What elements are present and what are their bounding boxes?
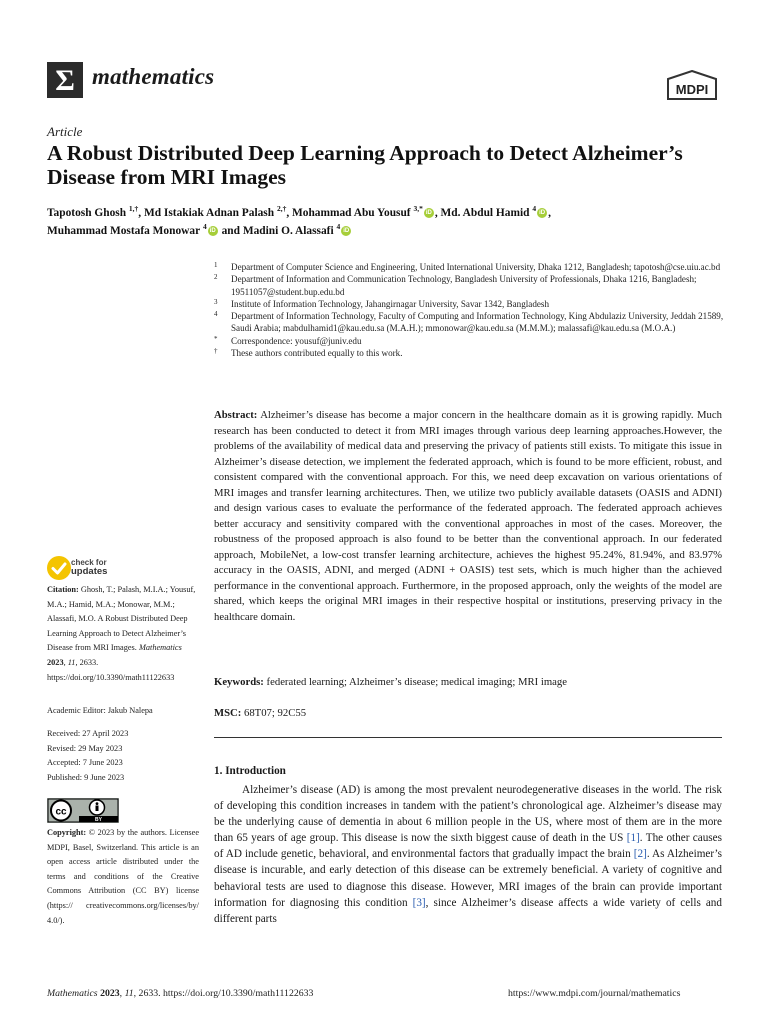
msc-codes [214, 706, 722, 721]
author-name: Tapotosh Ghosh [47, 207, 127, 219]
copyright-notice [47, 826, 199, 928]
citation-year: 2023 [47, 657, 64, 667]
revised-date: Revised: 29 May 2023 [47, 743, 123, 753]
check-updates-text [71, 558, 107, 576]
cc-by-license-icon[interactable] [47, 798, 119, 823]
received-date: Received: 27 April 2023 [47, 729, 129, 738]
check-for-updates-badge[interactable] [47, 556, 157, 582]
equal-contribution-text: These authors contributed equally to this work. [231, 348, 403, 359]
intro-text: . The other causes of AD include genetic, behavioral, and environmental factors that gradually impact the brain [214, 832, 722, 861]
citation-doi[interactable]: , 2633. https://doi.org/10.3390/math11122633 [47, 657, 175, 682]
affiliation-text: Department of Information and Communication Technology, Bangladesh University of Professionals, Dhaka 1216, Bangladesh; 19511057@student.bup.edu.bd [231, 274, 697, 297]
msc-label: MSC: [214, 707, 242, 719]
article-type: Article [47, 124, 83, 139]
keywords [214, 675, 722, 690]
orcid-icon[interactable]: iD [425, 210, 432, 217]
affiliation-text: Department of Computer Science and Engineering, United International University, Dhaka 1212, Bangladesh; tapotosh@cse.uiu.ac.bd [231, 262, 721, 272]
page-title: A Robust Distributed Deep Learning Approach to Detect Alzheimer’s Disease from MRI Images [47, 141, 683, 189]
affiliation-text: Institute of Information Technology, Jahangirnagar University, Savar 1342, Bangladesh [231, 298, 549, 309]
affiliation-text: Department of Information Technology, Faculty of Computing and Information Technology, King Abdulaziz University, Jeddah 21589, Saudi Arabia; mabdulhamid1@kau.edu.sa (M.A.H.); mmonowar@kau.edu.sa (M.M.M.); malassafi@kau.edu.sa (M.O.A.) [231, 311, 724, 334]
mdpi-logo-text: MDPI [675, 82, 709, 97]
footer-doi[interactable]: , 2633. https://doi.org/10.3390/math11122633 [133, 988, 314, 999]
section-divider [214, 737, 722, 738]
citation-link[interactable]: [2] [633, 848, 647, 861]
svg-text:cc: cc [55, 806, 67, 818]
footer-journal-url[interactable]: https://www.mdpi.com/journal/mathematics [508, 988, 681, 999]
keywords-label: Keywords: [214, 676, 264, 688]
affiliations [214, 261, 724, 359]
orcid-icon[interactable]: iD [539, 210, 546, 217]
abstract-label: Abstract: [214, 409, 258, 421]
abstract [214, 408, 722, 625]
affiliation-mark: 2 [214, 273, 218, 282]
orcid-icon[interactable]: iD [343, 228, 350, 235]
accepted-date: Accepted: 7 June 2023 [47, 758, 123, 768]
check-updates-line2: updates [71, 566, 108, 577]
citation-label: Citation: [47, 585, 79, 594]
author-name: Muhammad Mostafa Monowar [47, 225, 201, 237]
footer-year: 2023 [100, 988, 120, 999]
affiliation-mark: † [214, 347, 218, 356]
journal-logo [47, 62, 83, 98]
affiliation-mark: 4 [214, 310, 218, 319]
citation-journal: Mathematics [138, 643, 182, 653]
author-affiliation-sup: 4 [532, 204, 537, 214]
affiliation-mark: 3 [214, 297, 218, 306]
abstract-text: Alzheimer’s disease has become a major concern in the healthcare domain as it is growing rapidly. Much research has been conducted to detect it from MRI images through various deep learning approaches.However, the problems of the availability of medical data and preserving the privacy of patients still exists. To mitigate this issue in Alzheimer’s disease detection, we implement the federated approach, which is found to be more efficient, robust, and consistent compared with the conventional approach. For this, we need deep excavation on various orientations of MRI images and transfer learning architectures. Then, we utilize two publicly available datasets (OASIS and ADNI) and design various cases to evaluate the performance of the federated approach. The federated approach achieves better accuracy and sensitivity compared with the conventional approaches in most of the cases. Moreover, the robustness of the proposed approach is also found to be better than the conventional approach. In our federated approach, MobileNet, a low-cost transfer learning architecture, achieves the highest 95.24%, 81.94%, and 83.97% accuracy in the OASIS, ADNI, and merged (ADNI + OASIS) test sets, which is much higher than the achieved performance in the conventional approach. Furthermore, in the proposed approach, only the weights of the model are shared, which keeps the original MRI images in their respective hospital or institutions, preserving privacy in the healthcare domain. [214, 409, 722, 623]
author-affiliation-sup: 4 [203, 222, 207, 232]
correspondence-text: Correspondence: yousuf@juniv.edu [231, 335, 362, 346]
intro-text: . As Alzheimer’s disease is incurable, and early detection of this disease can be extremely beneficial. A variety of cognitive and behavioral tests are used to diagnose this disease. However, MRI images of the brain can provide important information for diagnosing this condition [214, 848, 722, 909]
copyright-text: © 2023 by the authors. Licensee MDPI, Basel, Switzerland. This article is an open access article distributed under the terms and conditions of the Creative Commons Attribution (CC BY) license (https:// creativecommons.org/licenses/by/ 4.0/). [47, 828, 200, 925]
keywords-text: federated learning; Alzheimer’s disease; medical imaging; MRI image [266, 676, 567, 688]
affiliation-mark: * [214, 334, 218, 343]
affiliation-item [214, 273, 724, 298]
introduction-paragraph [214, 782, 722, 927]
author-affiliation-sup: 3,* [413, 204, 423, 214]
citation-block: Citation: Ghosh, T.; Palash, M.I.A.; Yousuf, M.A.; Hamid, M.A.; Monowar, M.M.; Alassafi, M.O. A Robust Distributed Deep Learning Approach to Detect Alzheimer’s Disease from MRI Images. Mathematics 2023, 11, 2633. https://doi.org/10.3390/math11122633 [47, 585, 196, 682]
affiliation-mark: 1 [214, 261, 218, 269]
author-name: Madini O. Alassafi [242, 225, 334, 237]
author-name: Mohammad Abu Yousuf [292, 207, 411, 219]
author-name: Md. Abdul Hamid [440, 207, 530, 219]
orcid-icon[interactable]: iD [209, 228, 216, 235]
journal-logo-letter: Σ [55, 64, 75, 97]
affiliation-item [214, 298, 724, 310]
publication-dates [47, 727, 199, 785]
affiliation-item [214, 310, 724, 335]
citation-volume: 11 [67, 657, 76, 667]
footer-volume: 11 [124, 988, 134, 999]
author-name: Md Istakiak Adnan Palash [143, 207, 275, 219]
correspondence [214, 335, 724, 347]
check-updates-line1: check for [71, 558, 107, 567]
msc-text: 68T07; 92C55 [243, 707, 307, 719]
check-updates-icon [47, 556, 71, 580]
author-affiliation-sup: 4 [336, 222, 341, 232]
intro-text: , since Alzheimer’s disease affects a wide variety of cells and different parts [214, 896, 722, 925]
intro-text: Alzheimer’s disease (AD) is among the most prevalent neurodegenerative diseases in the world. The risk of developing this condition increases in tandem with the patient’s chronological age. Alzheimer’s disease may be the underlying cause of dementia in about 6 million people in the US, where most of them are in the more than 65 years of age group. This disease is now the sixth biggest cause of death in the US [214, 784, 722, 845]
author-list: Tapotosh Ghosh $^{1,\dagger}$, Md Istakiak Adnan Palash $^{2,\dagger}$, Mohammad Abu Yousuf $^{3,*}$iD , Md. Abdul Hamid $^4$iD , Muhammad Mostafa Monowar $^4$iD and Madini O. Alassafi $^4$iD [47, 204, 551, 237]
citation-link[interactable]: [3] [412, 896, 426, 909]
footer-citation: Mathematics 2023, 11, 2633. https://doi.org/10.3390/math11122633 [47, 988, 314, 999]
academic-editor: Academic Editor: Jakub Nalepa [47, 706, 153, 715]
published-date: Published: 9 June 2023 [47, 772, 125, 782]
copyright-label: Copyright: [47, 828, 87, 837]
equal-contribution-note [214, 347, 724, 359]
footer-journal: Mathematics [47, 988, 98, 999]
citation-link[interactable]: [1] [626, 832, 640, 845]
citation-text: Ghosh, T.; Palash, M.I.A.; Yousuf, M.A.; Hamid, M.A.; Monowar, M.M.; Alassafi, M.O. A Robust Distributed Deep Learning Approach to Detect Alzheimer’s Disease from MRI Images. [47, 585, 196, 653]
journal-name: mathematics [92, 64, 215, 89]
section-heading-introduction: 1. Introduction [214, 765, 286, 777]
mdpi-logo [666, 70, 718, 100]
author-affiliation-sup: 2,† [276, 204, 287, 214]
cc-by-label: BY [95, 817, 102, 823]
author-affiliation-sup: 1,† [128, 204, 139, 214]
affiliation-item [214, 261, 724, 273]
